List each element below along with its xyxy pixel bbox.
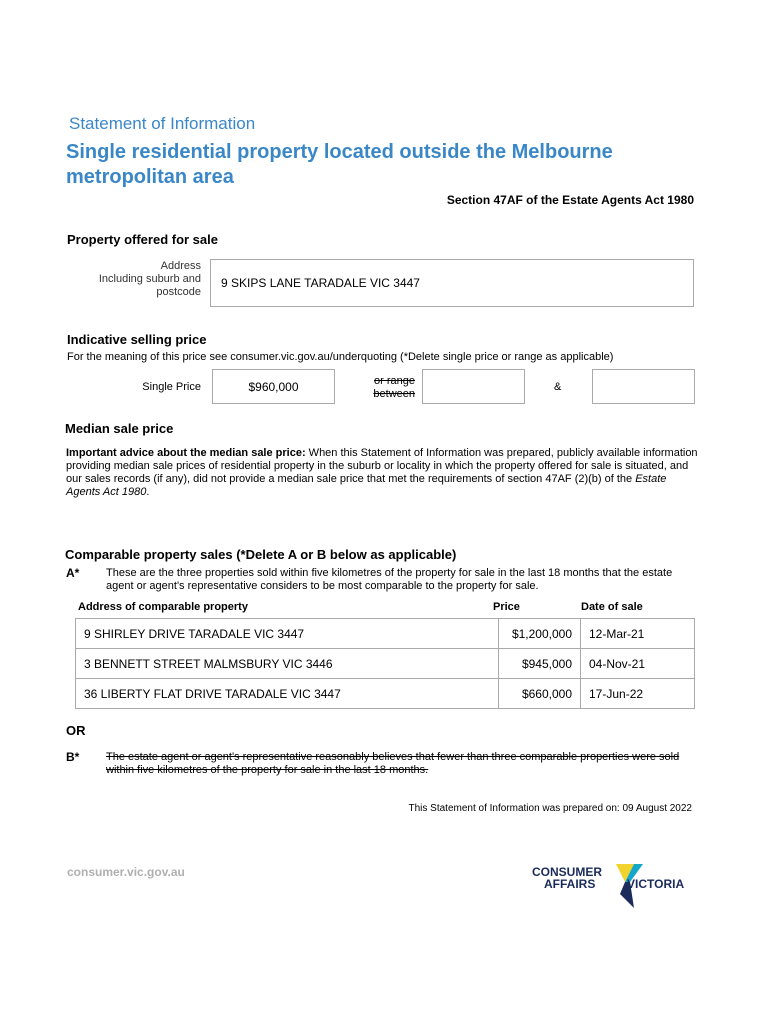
address-label-group [60,260,201,299]
option-b-marker: B* [66,750,80,764]
row-date[interactable]: 04-Nov-21 [581,649,695,679]
option-a-marker: A* [66,566,80,580]
table-row [76,649,695,679]
range-label-1: or range [374,375,415,387]
row-price[interactable]: $945,000 [499,649,581,679]
svg-text:AFFAIRS: AFFAIRS [544,877,596,891]
row-address[interactable]: 9 SHIRLEY DRIVE TARADALE VIC 3447 [76,619,499,649]
footer-website[interactable]: consumer.vic.gov.au [67,865,185,879]
range-high-field[interactable] [592,369,695,404]
act-reference: Section 47AF of the Estate Agents Act 1980 [446,193,694,207]
option-a-text: These are the three properties sold within five kilometres of the property for sale in the last 18 months that the estate agent or agent's representative considers to be most comparable to the property for sale. [106,567,673,592]
option-b-text: The estate agent or agent's representative reasonably believes that fewer than three comparable properties were sold within five kilometres of the property for sale in the last 18 months. [106,751,680,776]
range-low-field[interactable] [422,369,525,404]
property-heading: Property offered for sale [67,232,218,247]
and-label: & [554,381,562,393]
address-label: Address [160,260,201,272]
column-date-header: Date of sale [581,601,643,613]
indicative-heading: Indicative selling price [67,332,207,347]
median-advice [66,447,698,499]
column-address-header: Address of comparable property [78,601,248,613]
single-price-value: $960,000 [248,380,299,394]
address-value: 9 SKIPS LANE TARADALE VIC 3447 [221,276,420,290]
row-date[interactable]: 12-Mar-21 [581,619,695,649]
comparable-sales-table [75,618,695,709]
row-date[interactable]: 17-Jun-22 [581,679,695,709]
svg-text:VICTORIA: VICTORIA [627,877,685,891]
document-subtitle: Single residential property located outside the Melbourne metropolitan area [66,141,613,188]
range-label-2: between [373,388,415,400]
indicative-note: For the meaning of this price see consumer.vic.gov.au/underquoting (*Delete single price or range as applicable) [67,351,614,363]
single-price-label: Single Price [142,381,201,393]
row-address[interactable]: 3 BENNETT STREET MALMSBURY VIC 3446 [76,649,499,679]
table-row [76,619,695,649]
row-address[interactable]: 36 LIBERTY FLAT DRIVE TARADALE VIC 3447 [76,679,499,709]
svg-text:CONSUMER: CONSUMER [532,865,603,879]
address-sublabel-2: postcode [156,286,201,298]
single-price-field[interactable] [212,369,335,404]
median-advice-text: When this Statement of Information was prepared, publicly available information providing median sale prices of residential property in the suburb or locality in which the property offered for sale is situated, and our sales records (if any), did not provide a median sale price that met the requirements of section 47AF (2)(b) of the [66,447,698,485]
median-heading: Median sale price [65,421,174,436]
prepared-date: This Statement of Information was prepared on: 09 August 2022 [408,803,692,814]
row-price[interactable]: $1,200,000 [499,619,581,649]
median-advice-end: . [146,486,150,498]
or-label: OR [66,723,86,738]
range-label [345,375,415,401]
address-field[interactable] [210,259,694,307]
row-price[interactable]: $660,000 [499,679,581,709]
column-price-header: Price [493,601,520,613]
document-title: Statement of Information [69,114,256,133]
comparable-heading: Comparable property sales (*Delete A or B below as applicable) [65,547,457,562]
table-row [76,679,695,709]
address-sublabel-1: Including suburb and [98,273,201,285]
consumer-affairs-victoria-logo [530,864,700,910]
median-advice-act: Estate Agents Act 1980 [66,473,667,498]
median-advice-bold: Important advice about the median sale price: [66,447,306,459]
